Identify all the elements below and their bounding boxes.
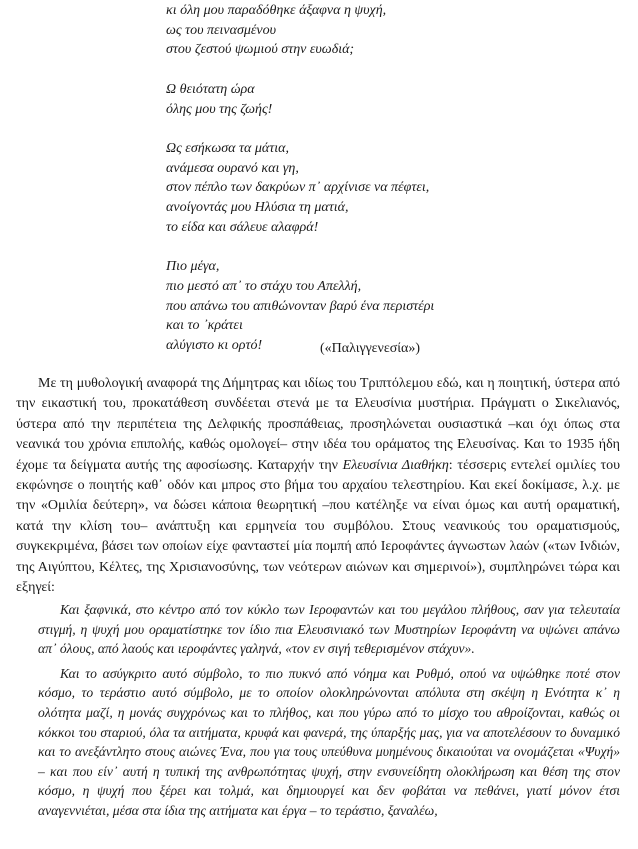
poem-line: στου ζεστού ψωμιού στην ευωδιά; — [166, 42, 355, 58]
poem-excerpt — [166, 1, 606, 356]
paragraph-text-part: : τέσσερις εντελεί ομιλίες του εκφώνησε ο ποιητής καθ᾽ οδόν και μπρος στο βήμα του αρχαίου τελεστηρίου. Και εκεί δοκίμασε, λ.χ. με την «Ομιλία δεύτερη», να δώσει κάποια θεωρητική –που κατέληξε να είναι όμως και αυτή οραματική, κατά την κλίση του– ανάπτυξη και ερμηνεία του συμβόλου. Στους νεανικούς του οραματισμούς, συγκεκριμένα, βάσει των οποίων είχε φανταστεί μία πομπή από Ιεροφάντες άγνωστων λαών («των Ινδιών, της Αιγύπτου, Κέλτες, της Χρισιανοσύνης, των νεότερων αιώνων και σημερινοί»), συμπληρώνει τώρα και εξηγεί: — [16, 457, 620, 596]
block-quote — [38, 600, 620, 821]
poem-line: πιο μεστό απ᾽ το στάχυ του Απελλή, — [166, 278, 362, 294]
paragraph-text-part: Με τη μυθολογική αναφορά της Δήμητρας και ιδίως του Τριπτόλεμου εδώ, και η ποιητική, ύστερα από την εικαστική του, προκατάθεση συνδέεται στενά με τα Ελευσίνια μυστήρια. Πράγματι ο Σικελιανός, ύστερα από την περιπέτεια της Δελφικής προσπάθειας, προσηλώνεται ουσιαστικά –και όχι όπως στα νεανικά του χρόνια επιπολής, καθώς ομολογεί– στην ιδέα του οράματος της Ελευσίνας. Και το 1935 ήδη έχομε τα δείγματα αυτής της αφοσίωσης. Καταρχήν την — [16, 376, 620, 473]
poem-line: ως του πεινασμένου — [166, 22, 277, 38]
work-title: Ελευσίνια Διαθήκη — [342, 457, 449, 473]
stanza-break — [166, 119, 606, 139]
poem-line: το είδα και σάλευε αλαφρά! — [166, 219, 319, 235]
poem-line: στον πέπλο των δακρύων π᾽ αρχίνισε να πέφτει, — [166, 180, 430, 196]
poem-line: Ως εσήκωσα τα μάτια, — [166, 140, 290, 156]
poem-line: αλύγιστο κι ορτό! — [166, 337, 263, 353]
poem-line: ανάμεσα ουρανό και γη, — [166, 160, 299, 176]
poem-line: Ω θειότατη ώρα — [166, 81, 255, 97]
quote-paragraph: Και το ασύγκριτο αυτό σύμβολο, το πιο πυκνό από νόημα και Ρυθμό, οπού να υψώθηκε ποτέ στον κόσμο, το τεράστιο αυτό σύμβολο, με το οποίον ολοκληρώνονται απόλυτα στη σκέψη η Ενότητα κ᾽ η ολότητα μαζί, η μονάς συγχρόνως και το πλήθος, και που γύρω από το μίσχο του αθροίζονται, καθώς οι κόκκοι του σταριού, όλα τα αιτήματα, κρυφά και φανερά, της ύπαρξής μας, για να αποτελέσουν το δυναμικό και το ανεξάντλητο στους αιώνες Ένα, που για τους υπεύθυνα μυημένους δικαιούται να ονομάζεται «Ψυχή» – και που είν᾽ αυτή η τυπική της ανθρωπότητας ψυχή, στην ενσυνείδητη ολοκλήρωση και θέση της στον κόσμο, η ψυχή που ξέρει και τολμά, και δημιουργεί και δεν φοβάται να πεθάνει, γιατί μόνον έτσι αναγεννιέται, μέσα στα ίδια της αιτήματα και έργα – το τεράστιο, ξαναλέω, — [38, 665, 620, 818]
stanza-break — [166, 237, 606, 257]
body-paragraph — [16, 374, 620, 598]
poem-line: όλης μου της ζωής! — [166, 101, 273, 117]
poem-line: και το ᾽κράτει — [166, 318, 243, 334]
poem-line: Πιο μέγα, — [166, 259, 220, 275]
paragraph-text — [16, 374, 620, 598]
poem-line: ανοίγοντάς μου Ηλύσια τη ματιά, — [166, 200, 349, 215]
quote-paragraph: Και ξαφνικά, στο κέντρο από τον κύκλο των Ιεροφαντών και του μεγάλου πλήθους, σαν για τελευταία στιγμή, η ψυχή μου οραματίστηκε τον ίδιο πια Ελευσινιακό των Μυστηρίων Ιεροφάντη να υψώνει απάνω απ᾽ όλους, από λαούς και ιεροφάντες γαληνά, «τον εν σιγή τεθερισμένον στάχυν». — [38, 602, 620, 657]
poem-source-title: («Παλιγγενεσία») — [320, 341, 421, 356]
poem-line: που απάνω του απιθώνονταν βαρύ ένα περιστέρι — [166, 298, 435, 314]
stanza-break — [166, 60, 606, 80]
poem-line: κι όλη μου παραδόθηκε άξαφνα η ψυχή, — [166, 3, 387, 18]
